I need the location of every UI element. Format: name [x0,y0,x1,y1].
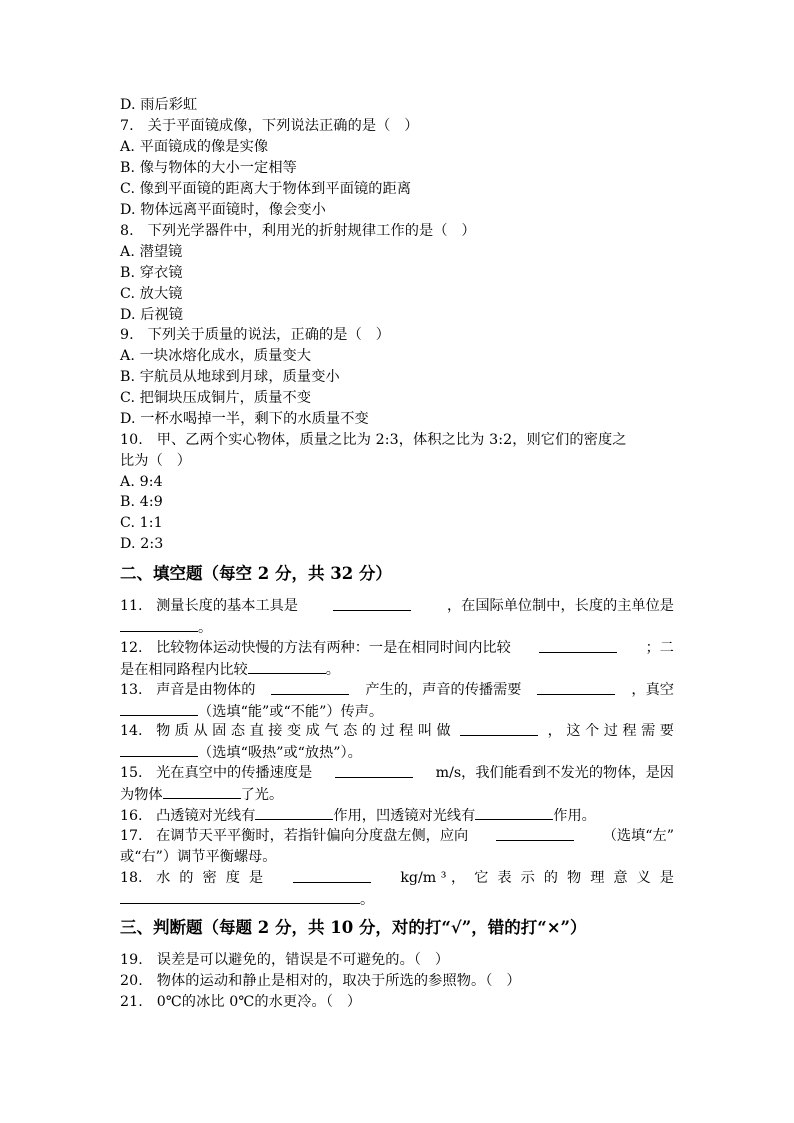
q12-text-2: ；二 [645,640,674,656]
q7-option-b: B. 像与物体的大小一定相等 [120,160,297,176]
q10-stem-line1: 10. 甲、乙两个实心物体，质量之比为 2:3，体积之比为 3:2，则它们的密度之 [120,432,627,448]
q12-blank-1[interactable] [539,638,617,653]
q15-text-4: 了光。 [240,787,284,803]
q7-stem: 7. 关于平面镜成像，下列说法正确的是（ ） [120,118,419,134]
q8-stem: 8. 下列光学器件中，利用光的折射规律工作的是（ ） [120,223,476,239]
q14-blank-2[interactable] [120,742,198,757]
q8-option-c: C. 放大镜 [120,286,183,302]
q10-option-a: A. 9:4 [120,474,163,490]
q8-option-b: B. 穿衣镜 [120,265,183,281]
q15-blank-2[interactable] [163,784,241,799]
q16 [120,805,596,826]
q9-option-d: D. 一杯水喝掉一半，剩下的水质量不变 [120,411,369,427]
q13 [120,680,674,700]
q8-option-d: D. 后视镜 [120,307,184,323]
q13-line2 [120,701,383,722]
q17-text-3: 或“右”）调节平衡螺母。 [120,849,277,865]
q13-text-2: 产生的，声音的传播需要 [365,682,522,698]
q12 [120,638,674,658]
q8-option-a: A. 潜望镜 [120,244,183,260]
q17 [120,826,674,846]
q17-text-2: （选填“左” [602,828,674,844]
q9-option-b: B. 宇航员从地球到月球，质量变小 [120,369,340,385]
section-title-true-false: 三、判断题（每题 2 分，共 10 分，对的打“√”，错的打“×”） [120,918,587,937]
q16-text-2: 作用，凹透镜对光线有 [333,808,476,824]
q18-blank-1[interactable] [293,868,371,883]
q20: 20. 物体的运动和静止是相对的，取决于所选的参照物。（ ） [120,973,521,989]
q14-text-2: ， 这 个 过 程 需 要 [547,723,674,739]
q11-blank-1[interactable] [333,596,411,611]
q19: 19. 误差是可以避免的，错误是不可避免的。（ ） [120,952,450,968]
q7-option-c: C. 像到平面镜的距离大于物体到平面镜的距离 [120,181,412,197]
section-title-fill-in: 二、填空题（每空 2 分，共 32 分） [120,564,392,583]
q9-option-a: A. 一块冰熔化成水，质量变大 [120,348,312,364]
q11-text-1: 11. 测量长度的基本工具是 [120,598,298,614]
q9-option-c: C. 把铜块压成铜片，质量不变 [120,390,312,406]
q13-blank-2[interactable] [537,680,615,695]
q11 [120,596,674,616]
q14-text-3: （选填“吸热”或“放热”）。 [198,745,362,761]
q17-text-1: 17. 在调节天平平衡时，若指针偏向分度盘左侧，应向 [120,828,469,844]
q10-stem-line2: 比为（ ） [120,453,191,469]
q13-blank-1[interactable] [271,680,349,695]
q11-text-2: ，在国际单位制中，长度的主单位是 [446,598,674,614]
q12-text-1: 12. 比较物体运动快慢的方法有两种：一是在相同时间内比较 [120,640,511,656]
q10-option-c: C. 1:1 [120,515,163,531]
q13-text-1: 13. 声音是由物体的 [120,682,256,698]
q18-text-1: 18. 水 的 密 度 是 [120,870,264,886]
q14-text-1: 14. 物 质 从 固 态 直 接 变 成 气 态 的 过 程 叫 做 [120,723,451,739]
q9-stem: 9. 下列关于质量的说法，正确的是（ ） [120,327,390,343]
q6-option-d: D. 雨后彩虹 [120,97,198,113]
q18-text-2: kg/m ³ ， 它 表 示 的 物 理 意 义 是 [400,870,674,886]
q15-text-3: 为物体 [120,787,163,803]
q12-text-3: 是在相同路程内比较 [120,662,248,678]
q12-line2 [120,659,340,680]
q18-blank-2[interactable] [120,889,360,904]
q16-blank-1[interactable] [255,805,333,820]
q11-text-3: 。 [198,620,213,636]
q13-text-3: ，真空 [631,682,674,698]
q15-line2 [120,784,283,805]
q11-blank-2[interactable] [120,617,198,632]
q15-text-2: m/s，我们能看到不发光的物体，是因 [435,765,674,781]
q16-blank-2[interactable] [475,805,553,820]
q18-text-3: 。 [360,892,375,908]
q16-text-3: 作用。 [553,808,596,824]
q18 [120,868,674,888]
q15 [120,763,674,783]
q11-line2 [120,617,212,638]
q14 [120,721,674,741]
q12-blank-2[interactable] [248,659,326,674]
q14-line2 [120,742,362,763]
q15-text-1: 15. 光在真空中的传播速度是 [120,765,313,781]
q17-blank-1[interactable] [496,826,574,841]
q14-blank-1[interactable] [460,721,538,736]
q21: 21. 0℃的冰比 0℃的水更冷。（ ） [120,994,362,1010]
q12-text-4: 。 [325,662,340,678]
q16-text-1: 16. 凸透镜对光线有 [120,808,256,824]
q18-line2 [120,889,374,910]
q7-option-d: D. 物体远离平面镜时，像会变小 [120,202,326,218]
q7-option-a: A. 平面镜成的像是实像 [120,139,269,155]
q13-text-4: （选填“能”或“不能”）传声。 [198,704,384,720]
q17-line2 [120,847,276,867]
q10-option-d: D. 2:3 [120,536,164,552]
q13-blank-3[interactable] [120,701,198,716]
q10-option-b: B. 4:9 [120,494,163,510]
q15-blank-1[interactable] [335,763,413,778]
